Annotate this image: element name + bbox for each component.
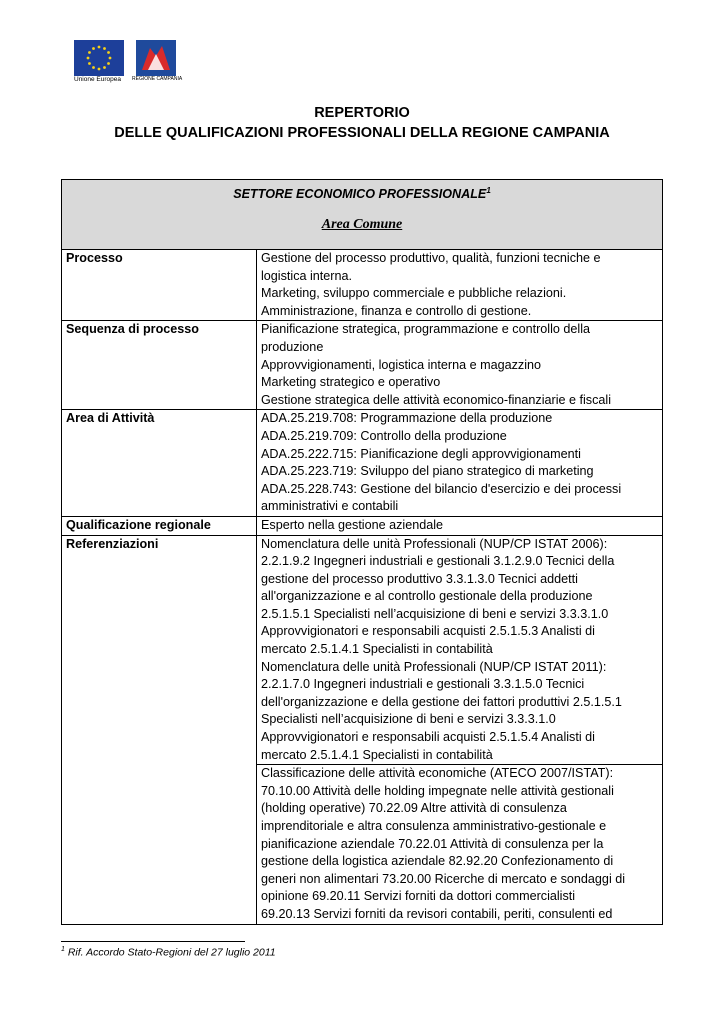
document-subtitle: DELLE QUALIFICAZIONI PROFESSIONALI DELLA REGIONE CAMPANIA (114, 125, 610, 141)
eu-star (107, 51, 110, 54)
eu-star (98, 46, 101, 49)
rc-caption: REGIONE CAMPANIA (132, 76, 183, 82)
eu-caption: Unione Europea (74, 76, 121, 83)
eu-star (88, 62, 91, 65)
eu-star (92, 47, 95, 50)
row-label: Qualificazione regionale (62, 516, 257, 535)
table-row (62, 321, 663, 410)
footnote-separator (61, 941, 245, 942)
table-row (62, 410, 663, 517)
row-value: Esperto nella gestione aziendale (257, 516, 663, 535)
row-label: Sequenza di processo (62, 321, 257, 410)
row-value: Nomenclatura delle unità Professionali (NUP/CP ISTAT 2006): 2.2.1.9.2 Ingegneri industriali e gestionali 3.1.2.9.0 Tecnici della gestione del processo produttivo 3.3.1.3.0 Tecnici addetti all'organizzazione e al controllo gestionale della produzione 2.5.1.5.1 Specialisti nell’acquisizione di beni e servizi 3.3.3.1.0 Approvvigionatori e responsabili acquisti 2.5.1.5.3 Analisti di mercato 2.5.1.4.1 Specialisti in contabilità Nomenclatura delle unità Professionali (NUP/CP ISTAT 2011): 2.2.1.7.0 Ingegneri industriali e gestionali 3.3.1.5.0 Tecnici dell'organizzazione e della gestione dei fattori produttivi 2.5.1.5.1 Specialisti nell’acquisizione di beni e servizi 3.3.3.1.0 Approvvigionatori e responsabili acquisti 2.5.1.5.4 Analisti di mercato 2.5.1.4.1 Specialisti in contabilità (257, 535, 663, 765)
table-header (62, 180, 663, 250)
eu-star (92, 66, 95, 69)
footnote-number: 1 (61, 946, 65, 953)
footnote-text: Rif. Accordo Stato-Regioni del 27 luglio 2011 (67, 946, 276, 959)
row-label: Referenziazioni (62, 535, 257, 924)
footnote-mark: 1 (486, 186, 491, 195)
eu-star (109, 57, 112, 60)
document-title: REPERTORIO (314, 105, 410, 121)
row-value: Pianificazione strategica, programmazione e controllo della produzione Approvvigionamenti, logistica interna e magazzino Marketing strategico e operativo Gestione strategica delle attività economico-finanziarie e fiscali (257, 321, 663, 410)
eu-star (88, 51, 91, 54)
area-heading: Area Comune (321, 216, 403, 232)
eu-star (87, 57, 90, 60)
sector-heading: SETTORE ECONOMICO PROFESSIONALE$^1$ (233, 186, 491, 202)
table-row (62, 250, 663, 321)
row-value: ADA.25.219.708: Programmazione della produzione ADA.25.219.709: Controllo della produzione ADA.25.222.715: Pianificazione degli approvvigionamenti ADA.25.223.719: Sviluppo del piano strategico di marketing ADA.25.228.743: Gestione del bilancio d'esercizio e dei processi amministrativi e contabili (257, 410, 663, 517)
table-row (62, 516, 663, 535)
eu-star (98, 68, 101, 71)
footnote (61, 946, 276, 959)
eu-star (103, 47, 106, 50)
eu-flag-icon (74, 40, 124, 76)
qualification-table (61, 179, 663, 925)
row-label: Area di Attività (62, 410, 257, 517)
eu-star (103, 66, 106, 69)
regione-campania-logo-icon (136, 40, 176, 76)
row-value: Gestione del processo produttivo, qualità, funzioni tecniche e logistica interna. Marketing, sviluppo commerciale e pubbliche relazioni. Amministrazione, finanza e controllo di gestione. (257, 250, 663, 321)
eu-star (107, 62, 110, 65)
row-label: Processo (62, 250, 257, 321)
table-row (62, 535, 663, 765)
ateco-value: Classificazione delle attività economiche (ATECO 2007/ISTAT): 70.10.00 Attività delle holding impegnate nelle attività gestionali (holding operative) 70.22.09 Altre attività di consulenza imprenditoriale e altra consulenza amministrativo-gestionale e pianificazione aziendale 70.22.01 Attività di consulenza per la gestione della logistica aziendale 82.92.20 Confezionamento di generi non alimentari 73.20.00 Ricerche di mercato e sondaggi di opinione 69.20.11 Servizi forniti da dottori commercialisti 69.20.13 Servizi forniti da revisori contabili, periti, consulenti ed (257, 765, 663, 924)
